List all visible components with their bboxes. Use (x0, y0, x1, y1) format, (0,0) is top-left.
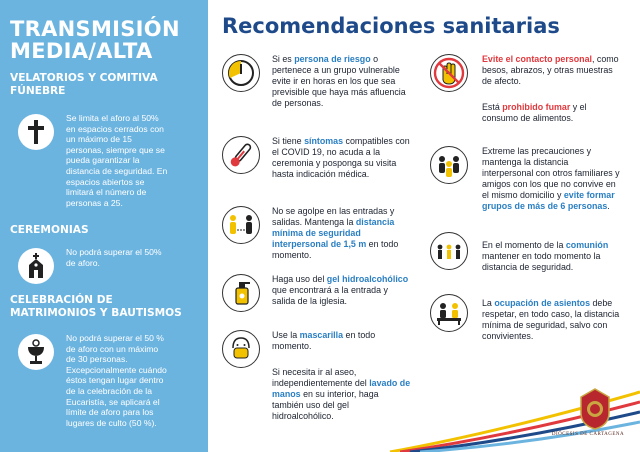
text-line: limitará el número de (66, 187, 147, 198)
highlight-text: evite formar grupos de más de 6 personas (482, 190, 615, 211)
body-text: que encontrará a la entrada y salida de la iglesia. (272, 285, 388, 306)
rec-distance-text (272, 206, 412, 261)
body-text: Si tiene (272, 136, 305, 146)
body-text: En el momento de la (482, 240, 566, 250)
body-text: compatibles con el COVID 19, no acuda a la ceremonia y posponga su visita hasta indicación médica. (272, 136, 410, 179)
left-panel (0, 0, 208, 452)
cross-icon (18, 114, 54, 150)
body-text: . (607, 201, 610, 211)
heading-line: FÚNEBRE (10, 85, 66, 97)
text-line: de la celebración de la (66, 385, 152, 396)
rec-groups-text (482, 146, 622, 212)
diocese-logo (577, 387, 613, 431)
face-mask-icon (222, 330, 260, 368)
body-text: Extreme las precauciones y mantenga la distancia interpersonal con otros familiares y amigos con los que no convive en el mismo domicilio y (482, 146, 620, 200)
text-line: No podrá superar el 50% (66, 247, 162, 257)
rec-contact-text (482, 54, 622, 87)
rec-mask-text (272, 330, 412, 352)
title-line-2: MEDIA/ALTA (10, 39, 153, 63)
highlight-text: Evite el contacto personal (482, 54, 592, 64)
body-text: mantener en todo momento la distancia de seguridad. (482, 251, 601, 272)
body-text: en todo momento. (272, 239, 399, 260)
text-line: No podrá superar el 50 % (66, 333, 164, 343)
rec-gel-text (272, 274, 412, 307)
body-text: en su interior, haga también uso del gel hidroalcohólico. (272, 389, 379, 421)
ceremonies-text (66, 247, 162, 268)
church-icon (18, 248, 54, 284)
highlight-text: síntomas (304, 136, 344, 146)
body-text: No se agolpe en las entradas y salidas. Mantenga la (272, 206, 395, 227)
distance-icon (222, 206, 260, 244)
funeral-text (66, 113, 167, 208)
transmission-level-title (10, 18, 180, 62)
text-line: en espacios cerrados con (66, 123, 164, 134)
text-line: un máximo de 15 (66, 134, 132, 145)
highlight-text: ocupación de asientos (494, 298, 591, 308)
body-text: , como besos, abrazos, y otras muestras de afecto. (482, 54, 619, 86)
group-icon (430, 146, 468, 184)
section-heading-ceremonies (10, 224, 89, 237)
body-text: Si necesita ir al aseo, independientemente del (272, 367, 370, 388)
text-line: de aforo. (66, 257, 100, 268)
title-line-1: TRANSMISIÓN (10, 17, 180, 41)
hand-gel-icon (222, 274, 260, 312)
queue-icon (430, 232, 468, 270)
highlight-text: comunión (565, 240, 609, 250)
text-line: lugares de culto (50 %). (66, 417, 157, 428)
diocese-logo-text: DIÓCESIS DE CARTAGENA (551, 432, 625, 437)
text-line: Se limita el aforo al 50% (66, 113, 159, 123)
highlight-text: gel hidroalcohólico (326, 274, 409, 284)
highlight-text: persona de riesgo (294, 54, 371, 64)
rec-communion-text (482, 240, 622, 273)
text-line: distancia de seguridad. En (66, 165, 168, 176)
heading-line: CELEBRACIÓN DE (10, 294, 113, 306)
section-heading-weddings (10, 294, 182, 320)
rec-risk-text (272, 54, 412, 109)
text-line: espacios abiertos se (66, 176, 145, 187)
body-text: Use la (272, 330, 300, 340)
heading-line: CEREMONIAS (10, 224, 89, 236)
text-line: pueda garantizar la (66, 155, 140, 166)
text-line: éstos tengan lugar dentro (66, 375, 164, 386)
thermometer-icon (222, 136, 260, 174)
body-text: en todo momento. (272, 330, 376, 351)
text-line: de aforo con un máximo (66, 343, 159, 354)
body-text: Haga uso del (272, 274, 327, 284)
body-text: La (482, 298, 495, 308)
rec-symptoms-text (272, 136, 412, 180)
seating-icon (430, 294, 468, 332)
body-text: y el consumo de alimentos. (482, 102, 587, 123)
highlight-text: distancia mínima de seguridad interpersonal de 1,5 m (272, 217, 395, 249)
rec-seating-text (482, 298, 622, 342)
highlight-text: lavado de manos (272, 378, 411, 399)
rec-smoking-text (482, 102, 622, 124)
section-heading-funeral (10, 72, 158, 98)
risk-clock-icon (222, 54, 260, 92)
weddings-text (66, 333, 167, 428)
body-text: Está (482, 102, 503, 112)
text-line: límite de aforo para los (66, 407, 154, 418)
body-text: o pertenece a un grupo vulnerable evite ir en horas en los que sea previsible que haya más afluencia de personas. (272, 54, 406, 108)
highlight-text: mascarilla (299, 330, 344, 340)
highlight-text: prohibido fumar (502, 102, 571, 112)
page-title: Recomendaciones sanitarias (222, 14, 560, 38)
no-contact-icon (430, 54, 468, 92)
text-line: de 30 personas. (66, 354, 128, 365)
text-line: Eucaristía, se aplicará el (66, 396, 160, 407)
heading-line: VELATORIOS Y COMITIVA (10, 72, 158, 84)
text-line: personas a 25. (66, 197, 123, 208)
body-text: debe respetar, en todo caso, la distancia mínima de seguridad, salvo con convivientes. (482, 298, 620, 341)
text-line: personas, siempre que se (66, 144, 165, 155)
heading-line: MATRIMONIOS Y BAUTISMOS (10, 307, 182, 319)
text-line: Excepcionalmente cuándo (66, 364, 167, 375)
chalice-icon (18, 334, 54, 370)
body-text: Si es (272, 54, 295, 64)
